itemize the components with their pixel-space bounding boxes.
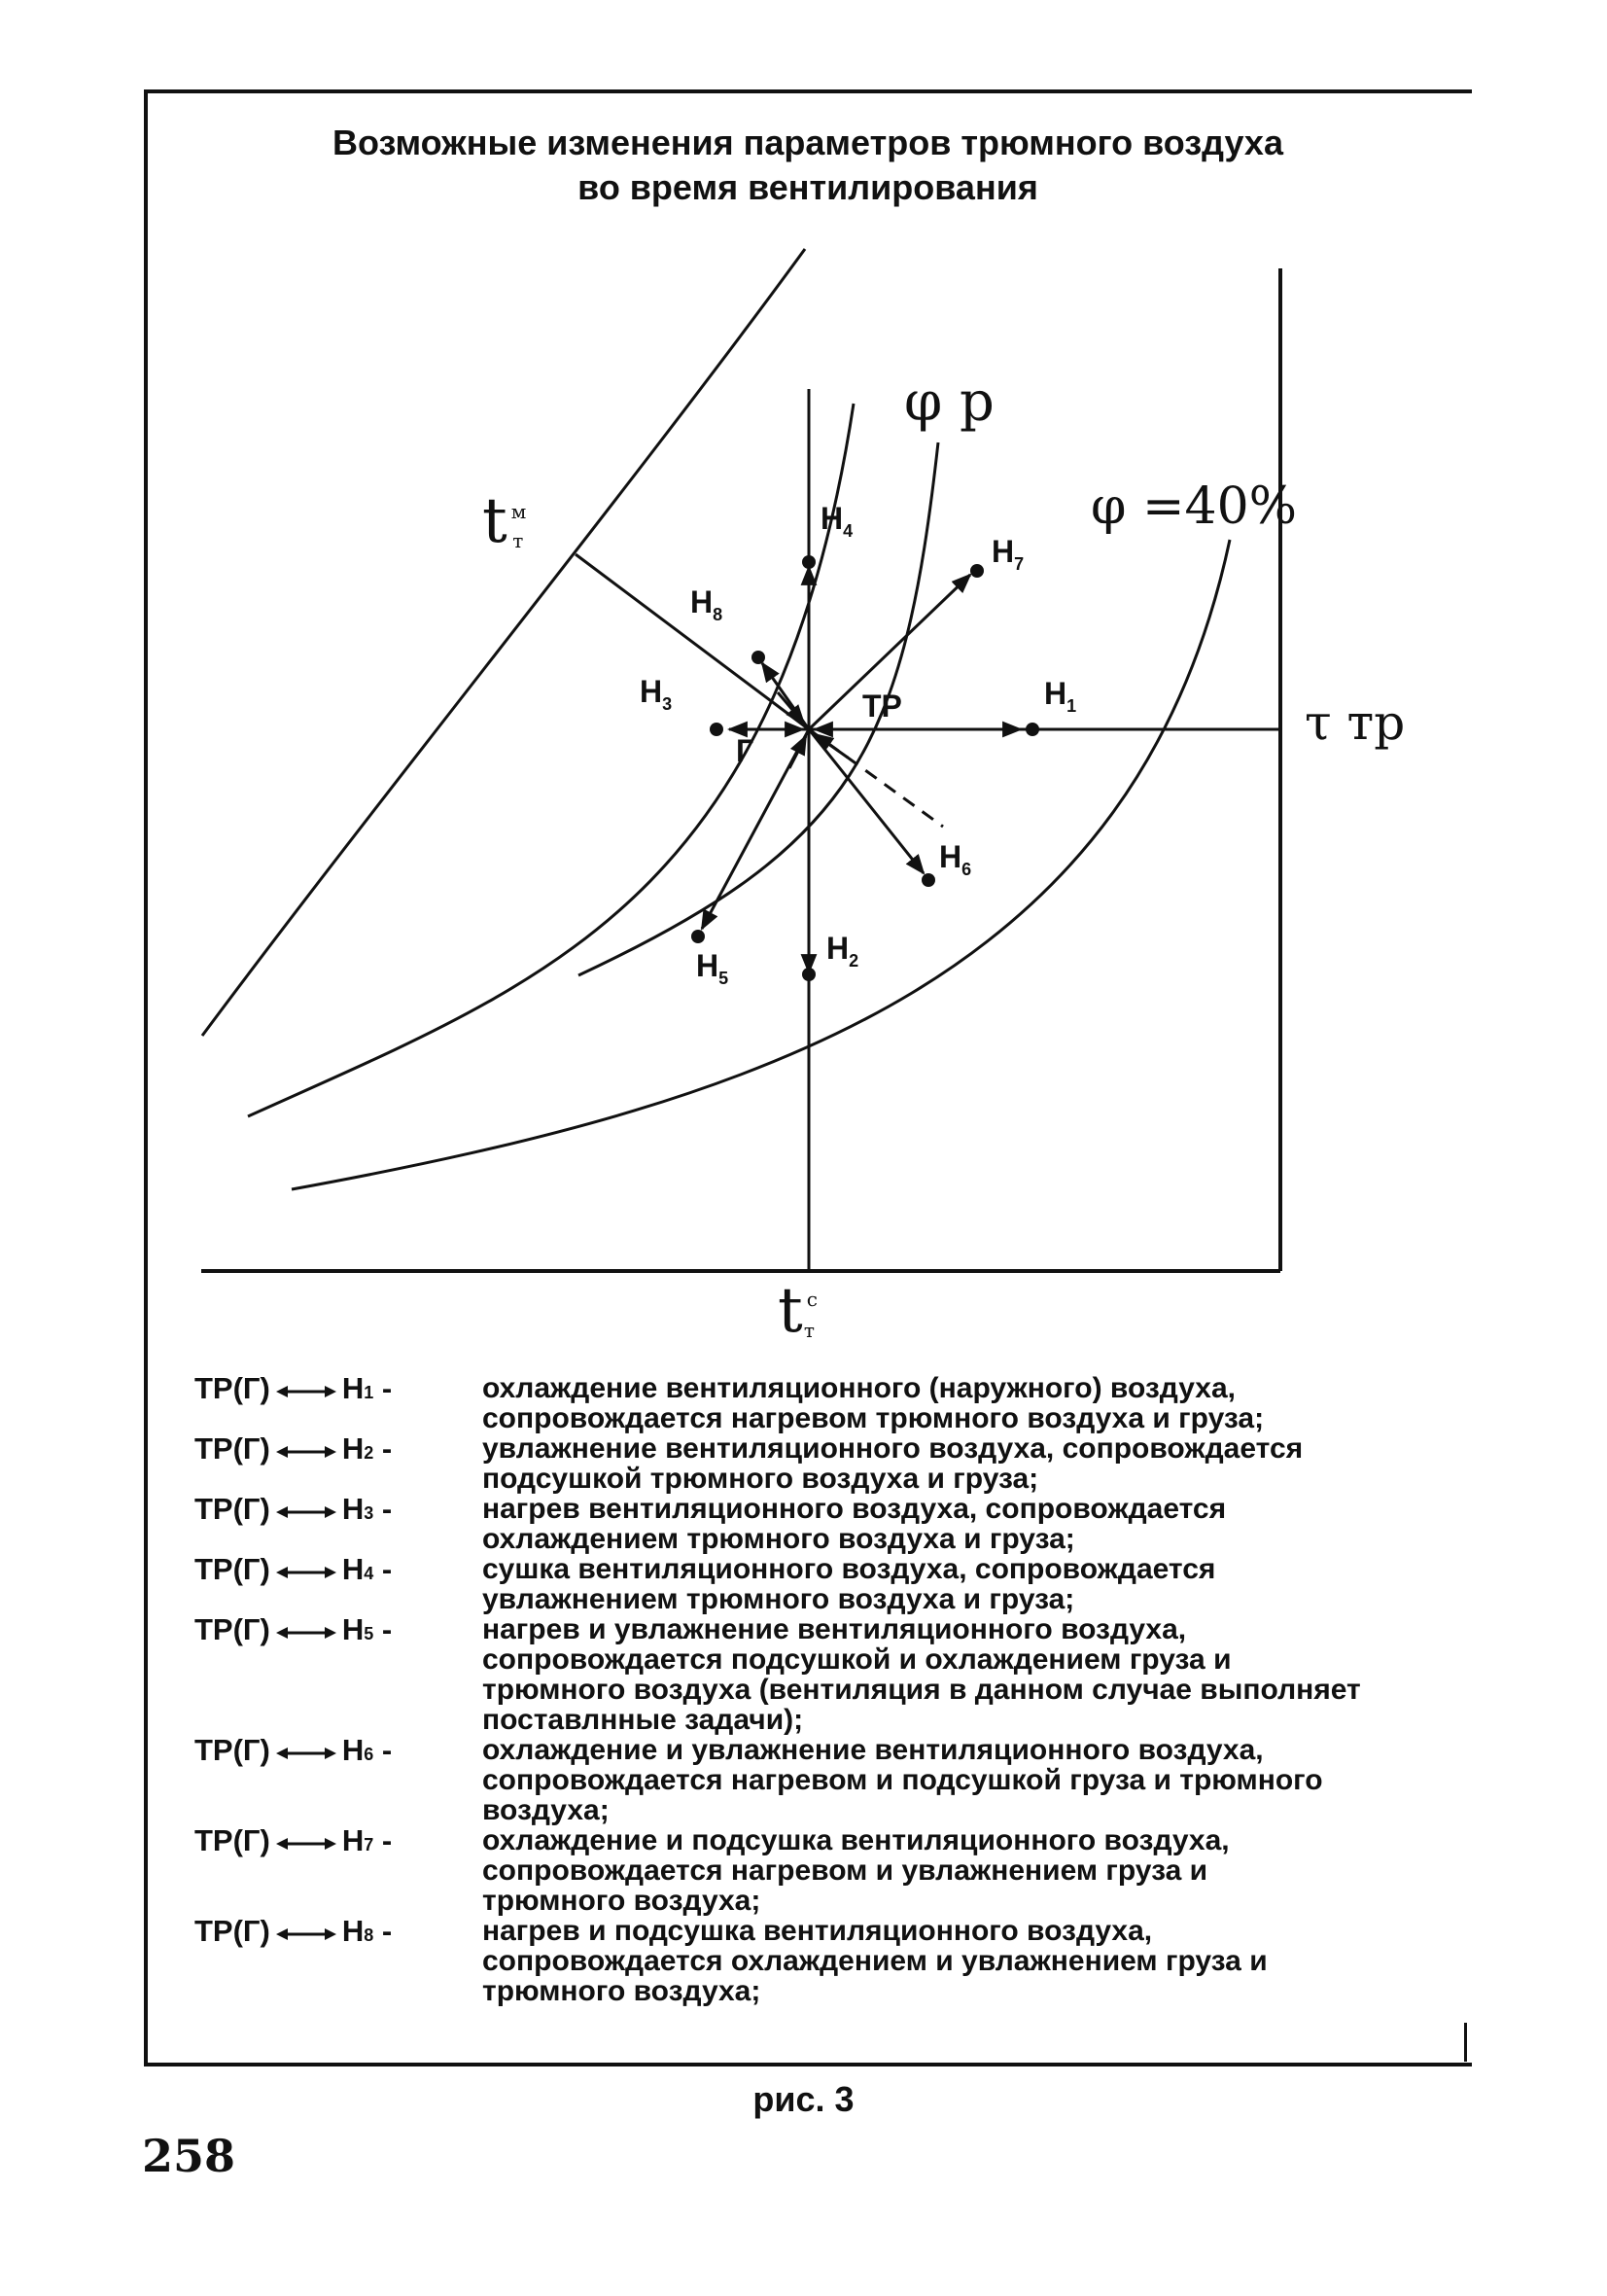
- legend-key: ТР(Г): [194, 1431, 270, 1466]
- label-tau-tr: τ тр: [1305, 694, 1406, 751]
- legend-key: ТР(Г): [194, 1552, 270, 1586]
- phi-40-curve: [292, 540, 1230, 1189]
- point-h5: [691, 930, 705, 943]
- curve-2: [248, 404, 854, 1116]
- label-h6: $Н_6$: [939, 839, 972, 879]
- double-arrow-icon: [276, 1563, 336, 1582]
- legend-target: Н: [341, 1914, 365, 1948]
- point-h4: [802, 555, 816, 569]
- legend-key: ТР(Г): [194, 1823, 270, 1857]
- legend-row-h1: ТР(Г) Н 1 - охлаждение вентиляционного (наружного) воздуха, сопровождается нагревом трюмного воздуха и груза;: [194, 1371, 1265, 1434]
- return-h6: [815, 734, 848, 758]
- point-h1: [1026, 723, 1039, 736]
- figure-caption: рис. 3: [752, 2079, 855, 2119]
- legend-target: Н: [341, 1492, 365, 1526]
- frame-right-edge: [1464, 2023, 1467, 2062]
- legend-target: Н: [341, 1431, 365, 1466]
- legend-target: Н: [341, 1733, 365, 1767]
- legend-key: ТР(Г): [194, 1914, 270, 1948]
- double-arrow-icon: [276, 1925, 336, 1944]
- legend-text: нагрев вентиляционного воздуха, сопровождается охлаждением трюмного воздуха и груза;: [482, 1493, 1227, 1555]
- legend-target: Н: [341, 1371, 365, 1405]
- double-arrow-icon: [276, 1502, 336, 1522]
- legend-row-h7: ТР(Г) Н 7 - охлаждение и подсушка вентиляционного воздуха, сопровождается нагревом и увлажнением груза и трюмного воздуха;: [194, 1823, 1230, 1917]
- label-h7: $Н_7$: [992, 534, 1025, 574]
- legend-target: Н: [341, 1612, 365, 1646]
- legend-row-h5: ТР(Г) Н 5 - нагрев и увлажнение вентиляционного воздуха, сопровождается подсушкой и охлаждением груза и трюмного воздуха (вентиляция в данном случае выполняет поставлнные задачи);: [194, 1612, 1361, 1736]
- point-h7: [970, 564, 984, 578]
- legend-target: Н: [341, 1823, 365, 1857]
- point-h3: [710, 723, 723, 736]
- legend-text: охлаждение и подсушка вентиляционного воздуха, сопровождается нагревом и увлажнением груза и трюмного воздуха;: [482, 1824, 1230, 1917]
- legend-target: Н: [341, 1552, 365, 1586]
- double-arrow-icon: [276, 1442, 336, 1462]
- legend-text: нагрев и подсушка вентиляционного воздуха, сопровождается охлаждением и увлажнением груза и трюмного воздуха;: [482, 1915, 1268, 2007]
- legend-row-h3: ТР(Г) Н 3 - нагрев вентиляционного воздуха, сопровождается охлаждением трюмного воздуха и груза;: [194, 1492, 1227, 1555]
- legend-row-h6: ТР(Г) Н 6 - охлаждение и увлажнение вентиляционного воздуха, сопровождается нагревом и подсушкой груза и трюмного воздуха;: [194, 1733, 1323, 1826]
- point-h6: [922, 873, 935, 887]
- page-number: 258: [142, 2130, 236, 2182]
- title-line-2: во время вентилирования: [577, 167, 1038, 207]
- double-arrow-icon: [276, 1834, 336, 1854]
- label-phi-40: φ =40%: [1091, 477, 1298, 536]
- legend-row-h2: ТР(Г) Н 2 - увлажнение вентиляционного воздуха, сопровождается подсушкой трюмного воздуха и груза;: [194, 1431, 1304, 1495]
- legend-row-h4: ТР(Г) Н 4 - сушка вентиляционного воздуха, сопровождается увлажнением трюмного воздуха и груза;: [194, 1552, 1216, 1615]
- double-arrow-icon: [276, 1744, 336, 1763]
- legend-key: ТР(Г): [194, 1612, 270, 1646]
- legend-text: увлажнение вентиляционного воздуха, сопровождается подсушкой трюмного воздуха и груза;: [482, 1432, 1304, 1495]
- label-h5: $Н_5$: [696, 948, 729, 988]
- label-g: Г: [736, 733, 754, 768]
- label-h1: $Н_1$: [1044, 676, 1077, 716]
- double-arrow-icon: [276, 1382, 336, 1401]
- label-h8: $Н_8$: [690, 584, 723, 624]
- label-tp: ТР: [862, 689, 902, 724]
- double-arrow-icon: [276, 1623, 336, 1643]
- label-t-m: t $^м$ т: [482, 485, 527, 557]
- legend-text: охлаждение вентиляционного (наружного) воздуха, сопровождается нагревом трюмного воздуха и груза;: [482, 1372, 1265, 1434]
- point-h2: [802, 968, 816, 981]
- legend-key: ТР(Г): [194, 1492, 270, 1526]
- legend-key: ТР(Г): [194, 1733, 270, 1767]
- legend-text: нагрев и увлажнение вентиляционного воздуха, сопровождается подсушкой и охлаждением груза и трюмного воздуха (вентиляция в данном случае выполняет поставлнные задачи);: [482, 1613, 1361, 1736]
- legend-text: охлаждение и увлажнение вентиляционного воздуха, сопровождается нагревом и подсушкой груза и трюмного воздуха;: [482, 1734, 1323, 1826]
- label-h2: $Н_2$: [826, 931, 859, 971]
- title-line-1: Возможные изменения параметров трюмного воздуха: [332, 123, 1283, 162]
- legend: [194, 1373, 1458, 2006]
- label-h4: $Н_4$: [821, 501, 854, 541]
- wet-bulb-line: [576, 554, 809, 729]
- legend-key: ТР(Г): [194, 1371, 270, 1405]
- label-h3: $Н_3$: [640, 674, 673, 714]
- label-phi-p: φ р: [904, 371, 995, 434]
- legend-text: сушка вентиляционного воздуха, сопровождается увлажнением трюмного воздуха и груза;: [482, 1553, 1216, 1615]
- boundary-curve: [202, 249, 805, 1036]
- label-t-c: t $^с$ т: [778, 1275, 818, 1347]
- return-h5: [789, 736, 806, 768]
- legend-row-h8: ТР(Г) Н 8 - нагрев и подсушка вентиляционного воздуха, сопровождается охлаждением и увлажнением груза и трюмного воздуха;: [194, 1914, 1268, 2007]
- point-h8: [751, 651, 765, 664]
